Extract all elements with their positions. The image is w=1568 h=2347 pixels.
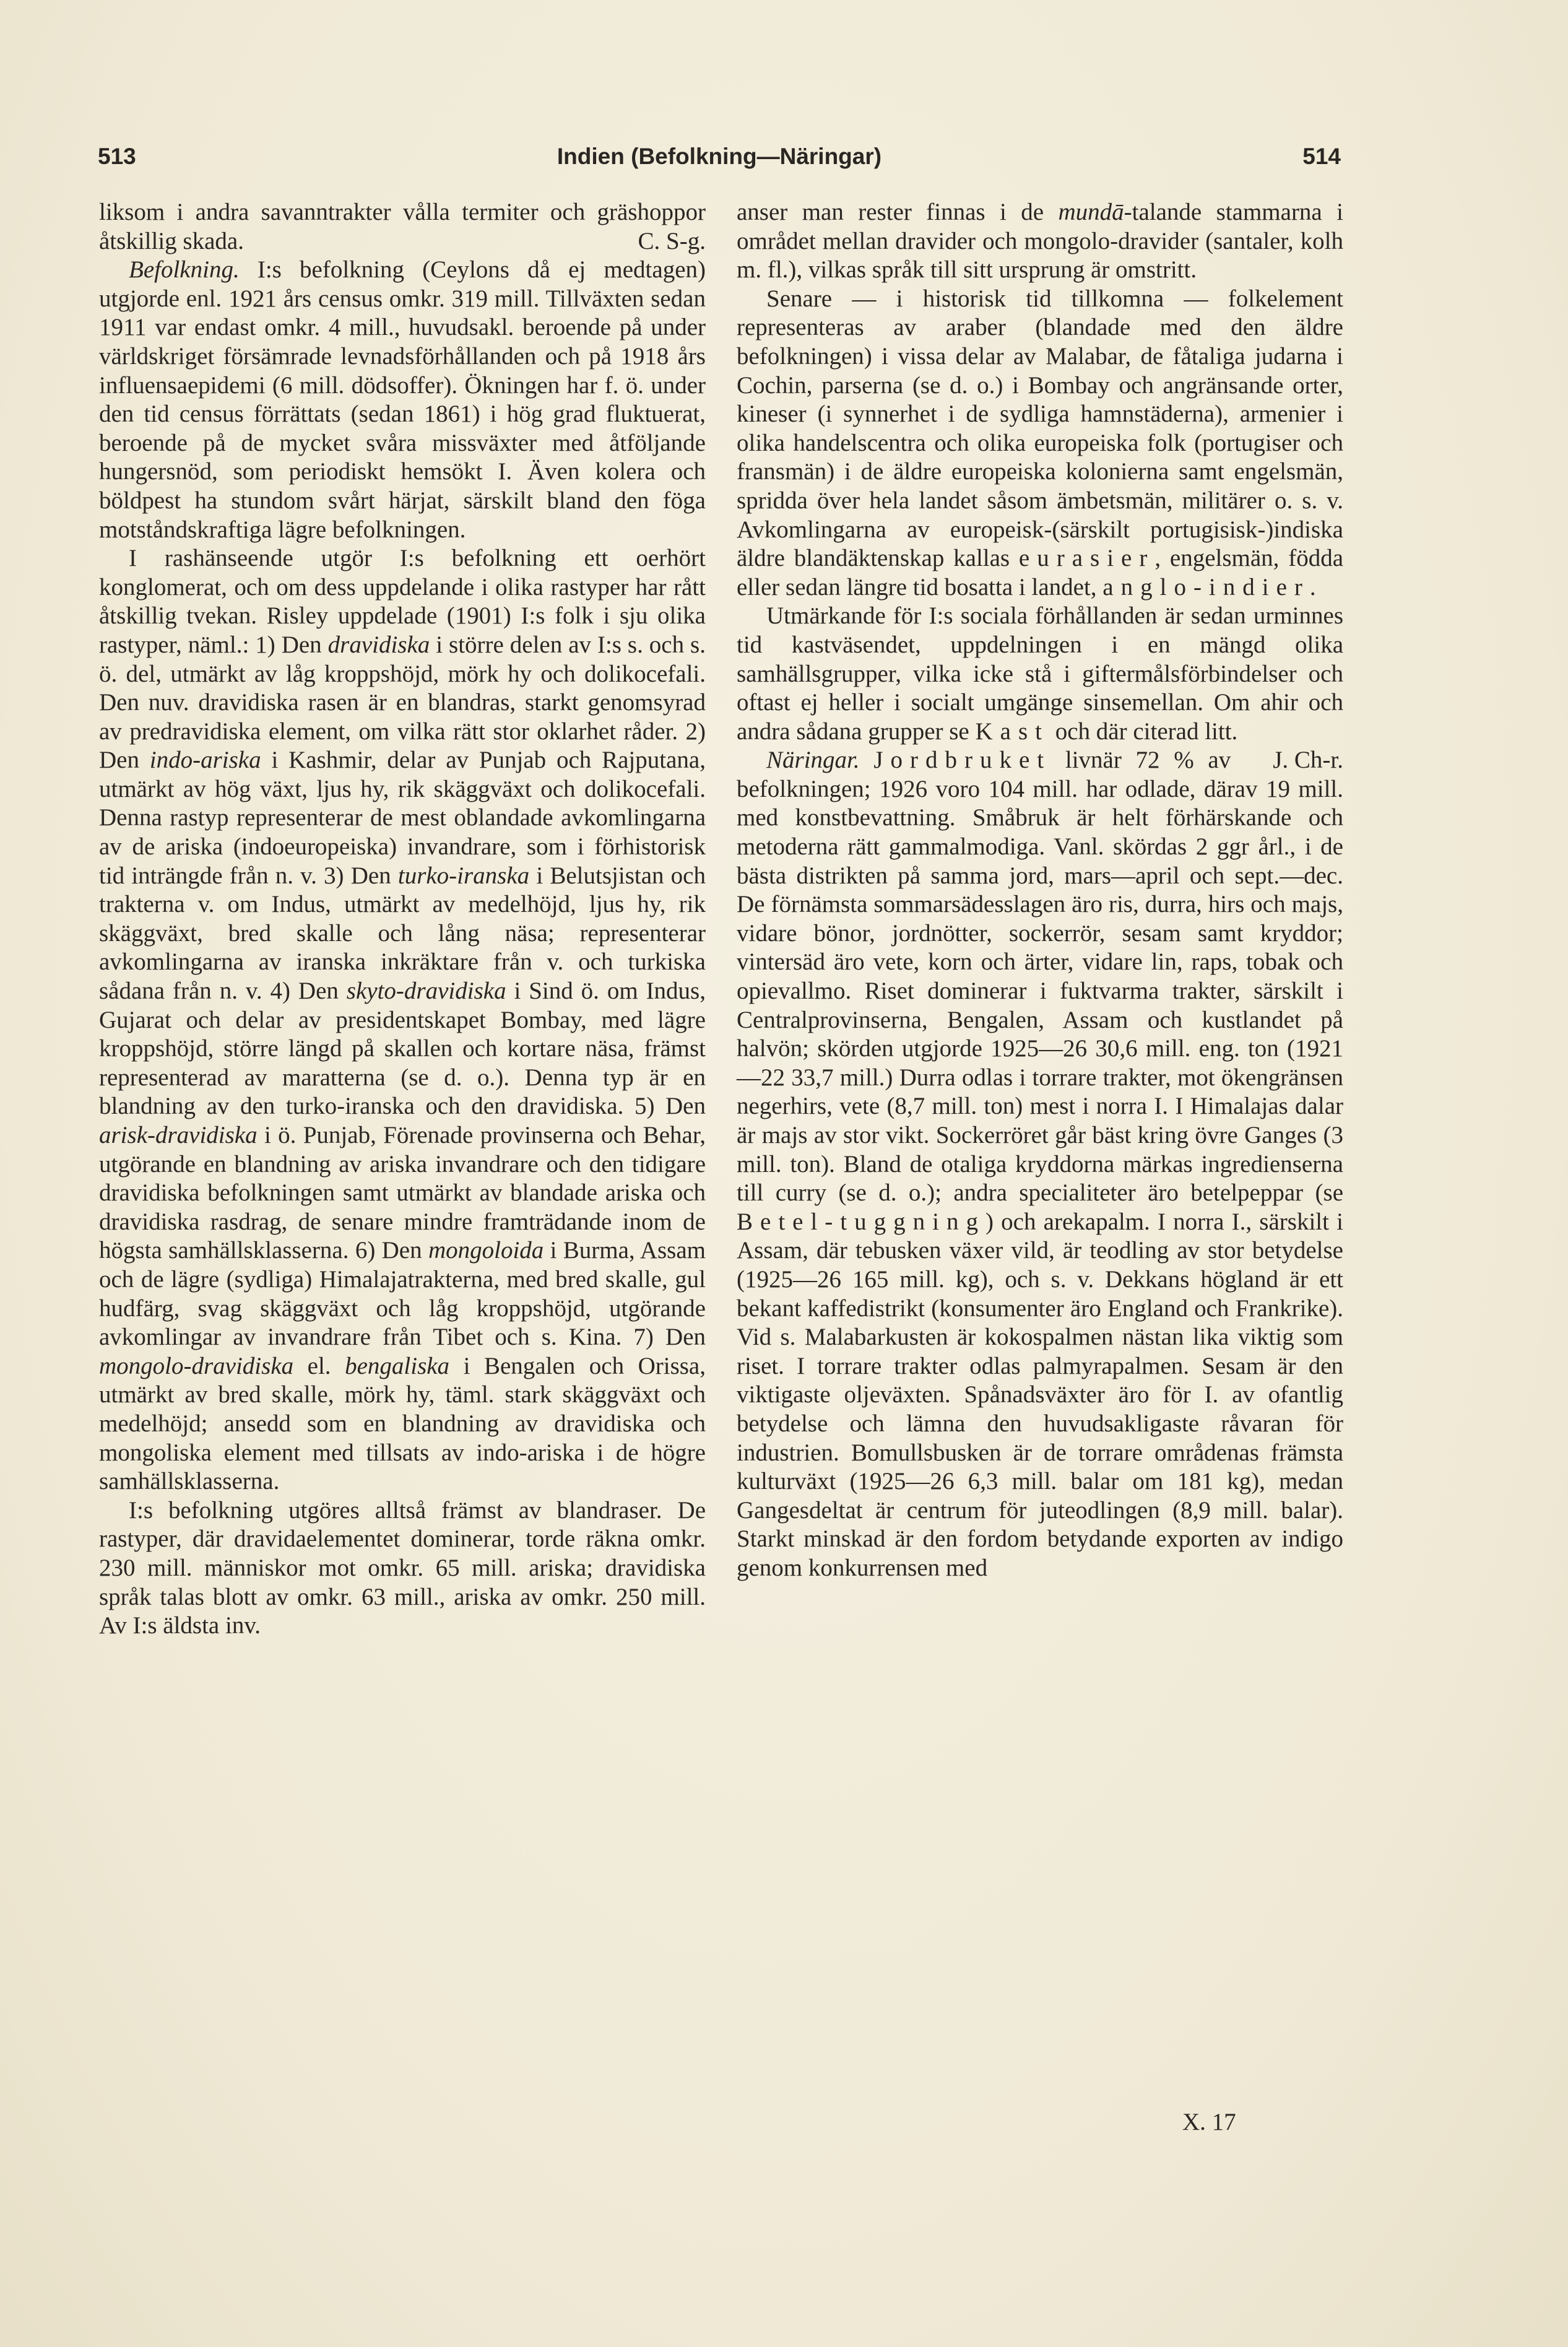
paragraph: I:s befolkning utgöres alltså främst av blandraser. De rastyper, där dravidaelementet dominerar, torde räkna omkr. 230 mill. människor mot omkr. 65 mill. ariska; dravidiska språk talas blott av omkr. 63 mill., ariska av omkr. 250 mill. Av I:s äldsta inv.: [99, 1496, 706, 1639]
paragraph-naringar: Näringar. Jordbruket livnär 72 % av befolkningen; 1926 voro 104 mill. har odlade, därav 19 mill. med konstbevattning. Småbruk är helt förhärskande och metoderna rätt gammalmodiga. Vanl. skördas 2 ggr årl., i de bästa distrikten på samma jord, mars—april och sept.—dec. De förnämsta sommarsädesslagen äro ris, durra, hirs och majs, vidare bönor, jordnötter, sockerrör, sesam samt kryddor; vintersäd äro vete, korn och ärter, vidare lin, raps, tobak och opievallmo. Riset dominerar i fuktvarma trakter, särskilt i Centralprovinserna, Bengalen, Assam och kustlandet på halvön; skörden utgjorde 1925—26 30,6 mill. eng. ton (1921—22 33,7 mill.) Durra odlas i torrare trakter, mot ökengränsen negerhirs, vete (8,7 mill. ton) mest i norra I. I Himalajas dalar är majs av stor vikt. Sockerröret går bäst kring övre Ganges (3 mill. ton). Bland de otaliga kryddorna märkas ingredienserna till curry (se d. o.); andra specialiteter äro betelpeppar (se Betel-tuggning) och arekapalm. I norra I., särskilt i Assam, där tebusken växer vild, är teodling av stor betydelse (1925—26 165 mill. kg), och s. v. Dekkans högland är ett bekant kaffedistrikt (konsumenter äro England och Frankrike). Vid s. Malabarkusten är kokospalmen nästan lika viktig som riset. I torrare trakter odlas palmyrapalmen. Sesam är den viktigaste oljeväxten. Spånadsväxter äro för I. av ofantlig betydelse och lämna den huvudsakligaste råvaran för industrien. Bomullsbusken är de torrare områdenas främsta kulturväxt (1925—26 6,3 mill. balar om 181 kg), medan Gangesdeltat är centrum för juteodlingen (8,9 mill. balar). Starkt minskad är den fordom betydande exporten av indigo genom konkurrensen med: [737, 747, 1343, 1581]
term: turko-iranska: [397, 862, 530, 889]
term: indo-ariska: [149, 747, 261, 774]
page-number-left: 513: [98, 144, 136, 169]
right-column: [737, 198, 1343, 1583]
paragraph: liksom i andra savanntrakter vålla termiter och gräshoppor åtskillig skada. C. S-g.: [99, 198, 706, 256]
paragraph: Utmärkande för I:s sociala förhållanden är sedan urminnes tid kastväsendet, uppdelningen i en mängd olika samhällsgrupper, vilka icke stå i giftermålsförbindelser och oftast ej heller i socialt umgänge sinsemellan. Om ahir och andra sådana grupper se Kast och där citerad litt. J. Ch-r.: [737, 602, 1343, 746]
term: mongolo-dravidiska: [99, 1352, 294, 1379]
term: dravidiska: [327, 631, 430, 658]
spaced-term: eurasier: [1018, 545, 1155, 572]
cross-reference: Kast: [975, 718, 1049, 745]
running-header: [98, 144, 1341, 187]
section-heading: Befolkning.: [129, 256, 240, 284]
signature-mark: X. 17: [1182, 2109, 1236, 2135]
header-title: Indien (Befolkning—Näringar): [557, 144, 882, 169]
paragraph-befolkning: Befolkning. I:s befolkning (Ceylons då ej medtagen) utgjorde enl. 1921 års census omkr. 319 mill. Tillväxten sedan 1911 var endast omkr. 4 mill., huvudsakl. beroende på under världskriget försämrade levnadsförhållanden och på 1918 års influensaepidemi (6 mill. dödsoffer). Ökningen har f. ö. under den tid census förrättats (sedan 1861) i hög grad fluktuerat, beroende på de mycket svåra missväxter med åtföljande hungersnöd, som periodiskt hemsökt I. Även kolera och böldpest ha stundom svårt härjat, särskilt bland den föga motståndskraftiga lägre befolkningen.: [99, 256, 706, 543]
term: skyto-dravidiska: [346, 978, 506, 1005]
paragraph-rastyper: I rashänseende utgör I:s befolkning ett oerhört konglomerat, och om dess uppdelande i olika rastyper har rått åtskillig tvekan. Risley uppdelade (1901) I:s folk i sju olika rastyper, näml.: 1) Den dravidiska i större delen av I:s s. och s. ö. del, utmärkt av låg kroppshöjd, mörk hy och dolikocefali. Den nuv. dravidiska rasen är en blandras, starkt genomsyrad av predravidiska element, om vilka rätt stor oklarhet råder. 2) Den indo-ariska i Kashmir, delar av Punjab och Rajputana, utmärkt av hög växt, ljus hy, rik skäggväxt och dolikocefali. Denna rastyp representerar de mest oblandade avkomlingarna av de ariska (indoeuropeiska) invandrare, som i förhistorisk tid inträngde från n. v. 3) Den turko-iranska i Belutsjistan och trakterna v. om Indus, utmärkt av medelhöjd, ljus hy, rik skäggväxt, bred skalle och lång näsa; representerar avkomlingarna av iranska inkräktare från v. och turkiska sådana från n. v. 4) Den skyto-dravidiska i Sind ö. om Indus, Gujarat och delar av presidentskapet Bombay, med lägre kroppshöjd, större längd på skallen och kortare näsa, främst representerad av maratterna (se d. o.). Denna typ är en blandning av den turko-iranska och den dravidiska. 5) Den arisk-dravidiska i ö. Punjab, Förenade provinserna och Behar, utgörande en blandning av ariska invandrare och den tidigare dravidiska befolkningen samt utmärkt av blandade ariska och dravidiska rasdrag, de senare mindre framträdande inom de högsta samhällsklasserna. 6) Den mongoloida i Burma, Assam och de lägre (sydliga) Himalajatrakterna, med bred skalle, gul hudfärg, svag skäggväxt och låg kroppshöjd, utgörande avkomlingar av invandrare från Tibet och s. Kina. 7) Den mongolo-dravidiska el. bengaliska i Bengalen och Orissa, utmärkt av bred skalle, mörk hy, täml. stark skäggväxt och medelhöjd; ansedd som en blandning av dravidiska och mongoliska element med tillsats av indo-ariska i de högre samhällsklasserna.: [99, 545, 706, 1495]
left-column: [99, 198, 706, 1641]
spaced-term: anglo-indier: [1102, 573, 1310, 601]
term: bengaliska: [345, 1352, 450, 1379]
paragraph: Senare — i historisk tid tillkomna — folkelement representeras av araber (blandade med den äldre befolkningen) i vissa delar av Malabar, de fåtaliga judarna i Cochin, parserna (se d. o.) i Bombay och angränsande orter, kineser (i synnerhet i de sydliga hamnstäderna), armenier i olika handelscentra och olika europeiska folk (portugiser och fransmän) i de äldre europeiska kolonierna samt engelsmän, spridda över hela landet såsom ämbetsmän, militärer o. s. v. Avkomlingarna av europeisk-(särskilt portugisisk-)indiska äldre blandäktenskap kallas eurasier, engelsmän, födda eller sedan längre tid bosatta i landet, anglo-indier.: [737, 285, 1344, 601]
page-number-right: 514: [1302, 144, 1341, 169]
term: mundā: [1058, 199, 1124, 225]
term: arisk-dravidiska: [99, 1122, 258, 1148]
section-heading: Näringar.: [766, 747, 860, 774]
term: mongoloida: [428, 1237, 544, 1264]
paragraph: anser man rester finnas i de mundā-talande stammarna i området mellan dravider och mongolo-dravider (santaler, kolh m. fl.), vilkas språk till sitt ursprung är omstritt.: [737, 199, 1343, 284]
spaced-term: Jordbruket: [873, 747, 1052, 774]
author-signature: C. S-g.: [638, 227, 706, 254]
cross-reference: Betel-tuggning: [737, 1208, 985, 1235]
author-signature: J. Ch-r.: [1273, 747, 1343, 774]
